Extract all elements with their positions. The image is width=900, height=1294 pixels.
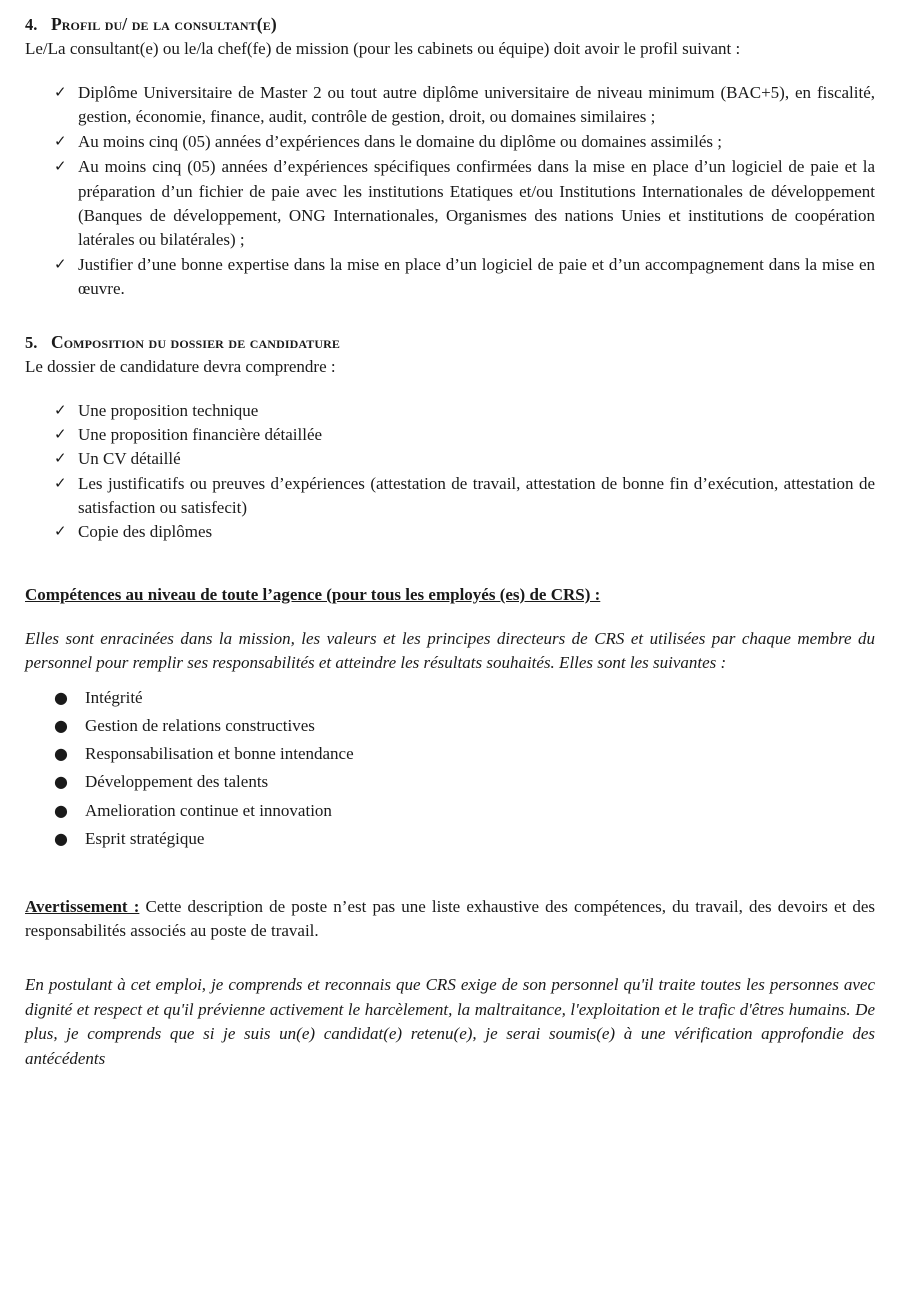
bullet-icon: ●: [54, 828, 68, 848]
bullet-icon: ●: [54, 744, 68, 764]
check-icon: ✓: [54, 157, 67, 176]
check-icon: ✓: [54, 401, 67, 420]
list-item: [25, 770, 875, 794]
list-item-text: Esprit stratégique: [85, 828, 205, 848]
spacer: [25, 885, 875, 895]
list-item-text: Développement des talents: [85, 772, 269, 792]
list-item: [25, 472, 875, 520]
spacer: [25, 544, 875, 574]
list-item: [25, 130, 875, 154]
bullet-icon: ●: [54, 688, 68, 708]
list-item-text: Gestion de relations constructives: [85, 716, 315, 736]
list-item-text: Diplôme Universitaire de Master 2 ou tout autre diplôme universitaire de niveau minimum (BAC+5), en fiscalité, gestion, économie, finance, audit, contrôle de gestion, droit, ou domaines similaires ;: [78, 83, 875, 127]
list-item-text: Au moins cinq (05) années d’expériences dans le domaine du diplôme ou domaines assimilés ;: [78, 132, 722, 152]
section-5-intro: Le dossier de candidature devra comprendre :: [25, 357, 336, 376]
notice-text: Cette description de poste n’est pas une liste exhaustive des compétences, du travail, des devoirs et des responsabilités associés au poste de travail.: [25, 896, 875, 940]
list-item-text: Un CV détaillé: [78, 449, 181, 469]
section-number: 5.: [25, 333, 38, 353]
list-item: [25, 399, 875, 423]
check-icon: ✓: [54, 521, 67, 540]
list-item: [25, 81, 875, 129]
section-heading-profil: [25, 14, 875, 36]
list-item: [25, 742, 875, 766]
spacer: [25, 379, 875, 399]
section-4-intro: Le/La consultant(e) ou le/la chef(fe) de mission (pour les cabinets ou équipe) doit avoir le profil suivant :: [25, 38, 741, 58]
competences-list: [25, 686, 875, 851]
profil-requirements-list: [25, 81, 875, 301]
spacer: [25, 574, 875, 584]
list-item-text: Amelioration continue et innovation: [85, 800, 332, 820]
list-item-text: Au moins cinq (05) années d’expériences spécifiques confirmées dans la mise en place d’un logiciel de paie et la préparation d’un fichier de paie avec les institutions Etatiques et/ou Institutions Internationales de développement (Banques de développement, ONG Internationales, Organismes des nations Unies et institutions de coopération latérales ou bilatérales) ;: [78, 157, 875, 249]
list-item-text: Justifier d’une bonne expertise dans la mise en place d’un logiciel de paie et d’un accompagnement dans la mise en œuvre.: [78, 254, 875, 298]
bullet-icon: ●: [54, 716, 68, 736]
check-icon: ✓: [54, 254, 67, 273]
bullet-icon: ●: [54, 772, 68, 792]
declaration-paragraph: En postulant à cet emploi, je comprends et reconnais que CRS exige de son personnel qu'il traite toutes les personnes avec dignité et respect et qu'il prévienne activement le harcèlement, la maltraitance, l'exploitation et le trafic d'êtres humains. De plus, je comprends que si je suis un(e) candidat(e) retenu(e), je serai soumis(e) à une vérification approfondie des antécédents: [25, 975, 875, 1069]
check-icon: ✓: [54, 449, 67, 468]
check-icon: ✓: [54, 83, 67, 101]
notice-paragraph: [25, 895, 875, 943]
check-icon: ✓: [54, 132, 67, 151]
check-icon: ✓: [54, 473, 67, 492]
spacer: [25, 61, 875, 81]
page-content: [25, 14, 875, 1072]
spacer: [25, 607, 875, 627]
spacer: [25, 855, 875, 885]
bullet-icon: ●: [54, 800, 68, 820]
dossier-items-list: [25, 399, 875, 544]
section-title: Profil du/ de la consultant(e): [51, 14, 277, 34]
list-item-text: Copie des diplômes: [78, 521, 213, 541]
list-item: [25, 520, 875, 544]
check-icon: ✓: [54, 425, 67, 444]
spacer: [25, 302, 875, 332]
list-item-text: Les justificatifs ou preuves d’expériences (attestation de travail, attestation de bonne fin d’exécution, attestation de satisfaction ou satisfecit): [78, 473, 875, 517]
list-item-text: Intégrité: [85, 688, 143, 708]
list-item: [25, 447, 875, 471]
list-item: [25, 714, 875, 738]
list-item: [25, 827, 875, 851]
list-item-text: Une proposition financière détaillée: [78, 425, 323, 445]
list-item: [25, 253, 875, 301]
list-item: [25, 686, 875, 710]
spacer: [25, 676, 875, 686]
list-item: [25, 423, 875, 447]
spacer: [25, 943, 875, 973]
list-item-text: Responsabilisation et bonne intendance: [85, 744, 354, 764]
section-number: 4.: [25, 15, 38, 34]
list-item: [25, 799, 875, 823]
competences-heading: Compétences au niveau de toute l’agence (pour tous les employés (es) de CRS) :: [25, 584, 601, 604]
list-item-text: Une proposition technique: [78, 401, 259, 421]
competences-intro: Elles sont enracinées dans la mission, les valeurs et les principes directeurs de CRS et utilisées par chaque membre du personnel pour remplir ses responsabilités et atteindre les résultats souhaités. Elles sont les suivantes :: [25, 628, 875, 673]
list-item: [25, 155, 875, 252]
notice-label: Avertissement :: [25, 896, 140, 916]
section-title: Composition du dossier de candidature: [51, 332, 340, 353]
section-heading-composition: [25, 332, 875, 354]
